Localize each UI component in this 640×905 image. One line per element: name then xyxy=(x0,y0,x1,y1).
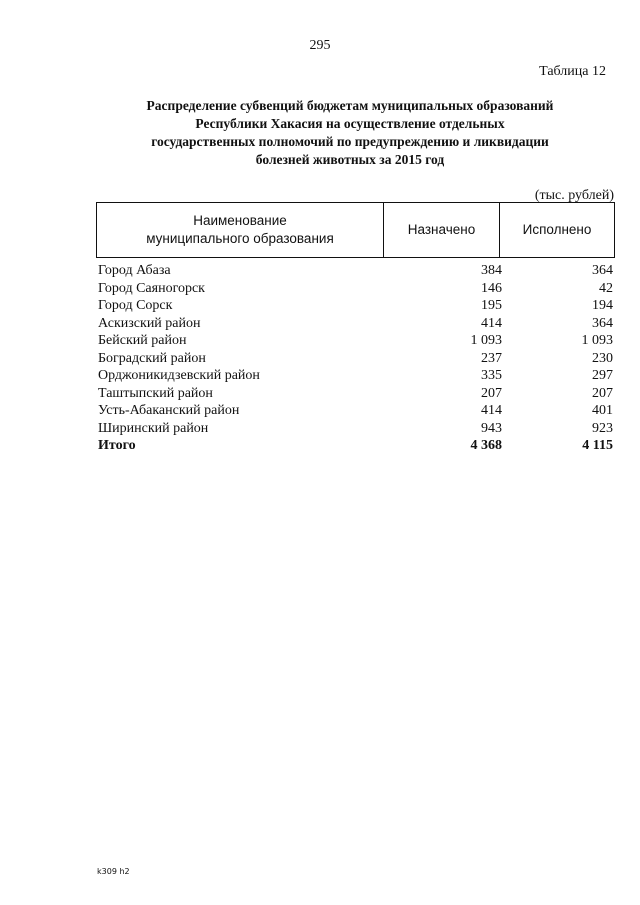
table-header xyxy=(96,202,615,258)
municipality-name: Усть-Абаканский район xyxy=(98,403,240,418)
municipality-name: Аскизский район xyxy=(98,315,201,331)
assigned-value: 384 xyxy=(481,263,502,278)
total-label: Итого xyxy=(98,438,136,453)
assigned-value: 207 xyxy=(481,385,502,401)
header-assigned-column: Назначено xyxy=(384,202,500,257)
table-row xyxy=(98,402,613,420)
table-row xyxy=(98,420,613,438)
executed-value: 230 xyxy=(592,350,613,366)
table-row xyxy=(98,385,613,403)
title-line: Распределение субвенций бюджетам муниципальных образований xyxy=(146,98,554,113)
header-name-line1: Наименование xyxy=(193,212,287,228)
executed-value: 364 xyxy=(592,315,613,331)
table-row xyxy=(98,297,613,315)
executed-value: 207 xyxy=(592,385,613,401)
municipality-name: Город Саяногорск xyxy=(98,280,205,296)
title-line: государственных полномочий по предупреждению и ликвидации xyxy=(151,134,549,149)
total-executed-value: 4 115 xyxy=(582,438,613,453)
table-row xyxy=(98,332,613,350)
executed-value: 364 xyxy=(592,263,613,278)
table-row xyxy=(98,315,613,333)
table-body xyxy=(98,262,613,455)
assigned-value: 943 xyxy=(481,420,502,436)
assigned-value: 1 093 xyxy=(470,333,502,348)
document-title xyxy=(90,97,610,169)
header-executed-column: Исполнено xyxy=(522,221,592,237)
header-name-column xyxy=(97,202,384,257)
executed-value: 194 xyxy=(592,298,613,313)
title-line: Республики Хакасия на осуществление отдельных xyxy=(195,116,505,131)
page-number: 295 xyxy=(309,38,331,53)
assigned-value: 195 xyxy=(481,298,502,313)
units-label: (тыс. рублей) xyxy=(534,188,614,203)
municipality-name: Город Сорск xyxy=(98,298,173,313)
municipality-name: Таштыпский район xyxy=(98,385,213,401)
table-total-row xyxy=(98,437,613,455)
executed-value: 42 xyxy=(599,280,613,296)
municipality-name: Ширинский район xyxy=(98,420,209,436)
table-row xyxy=(98,350,613,368)
municipality-name: Орджоникидзевский район xyxy=(98,368,260,383)
assigned-value: 414 xyxy=(481,403,502,418)
assigned-value: 414 xyxy=(481,315,502,331)
table-row xyxy=(98,367,613,385)
municipality-name: Город Абаза xyxy=(98,263,171,278)
total-assigned-value: 4 368 xyxy=(470,438,502,453)
table-row xyxy=(98,262,613,280)
executed-value: 923 xyxy=(592,420,613,436)
assigned-value: 335 xyxy=(481,368,502,383)
municipality-name: Бейский район xyxy=(98,333,187,348)
table-row xyxy=(98,280,613,298)
table-label: Таблица 12 xyxy=(539,64,606,79)
municipality-name: Боградский район xyxy=(98,350,206,366)
header-name-line2: муниципального образования xyxy=(146,230,334,246)
executed-value: 401 xyxy=(592,403,613,418)
executed-value: 297 xyxy=(592,368,613,383)
footer-code: k309 h2 xyxy=(97,867,130,876)
assigned-value: 237 xyxy=(481,350,502,366)
assigned-value: 146 xyxy=(481,280,502,296)
title-line: болезней животных за 2015 год xyxy=(255,152,445,167)
executed-value: 1 093 xyxy=(581,333,613,348)
